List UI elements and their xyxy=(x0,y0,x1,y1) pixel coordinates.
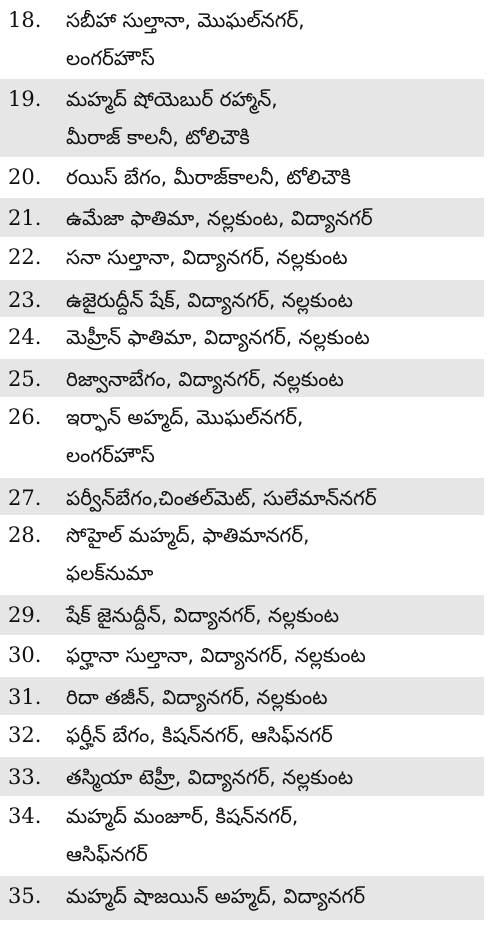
item-text xyxy=(66,281,484,319)
list-item xyxy=(0,397,484,478)
item-number: 20. xyxy=(8,165,42,189)
item-text xyxy=(66,596,484,634)
item-line: రిజ్వానాబేగం, విద్యానగర్, నల్లకుంట xyxy=(66,367,344,391)
item-line: లంగర్‌హౌస్ xyxy=(66,46,155,70)
list-item xyxy=(0,635,484,677)
item-line: సబీహా సుల్తానా, మొఘల్‌నగర్, xyxy=(66,8,305,32)
item-line: రిదా తజీన్, విద్యానగర్, నల్లకుంట xyxy=(66,685,328,709)
list-item xyxy=(0,595,484,635)
item-line: ఆసిఫ్‌నగర్ xyxy=(66,842,148,866)
item-line: ఇర్ఫాన్ అహ్మద్, మొఘల్‌నగర్, xyxy=(66,405,304,429)
item-line: మహ్మద్ షోయెబుర్ రహ్మాన్, xyxy=(66,87,278,111)
list-item xyxy=(0,715,484,757)
list-item xyxy=(0,876,484,920)
item-number: 29. xyxy=(8,603,42,627)
item-line: మీరాజ్ కాలనీ, టోలిచౌకి xyxy=(66,125,250,149)
item-number: 19. xyxy=(8,87,42,111)
item-number: 25. xyxy=(8,367,42,391)
item-text xyxy=(66,636,484,674)
item-line: లంగర్‌హౌస్ xyxy=(66,443,155,467)
list-item xyxy=(0,317,484,359)
item-number: 31. xyxy=(8,685,42,709)
item-line: ఉజైరుద్దీన్ షేక్, విద్యానగర్, నల్లకుంట xyxy=(66,288,353,312)
item-text xyxy=(66,80,484,156)
item-number: 28. xyxy=(8,523,42,547)
item-text xyxy=(66,318,484,356)
item-number: 18. xyxy=(8,8,42,32)
item-number: 27. xyxy=(8,486,42,510)
item-text xyxy=(66,1,484,77)
list-item xyxy=(0,237,484,280)
list-item xyxy=(0,0,484,79)
item-line: షేక్ జైనుద్దీన్, విద్యానగర్, నల్లకుంట xyxy=(66,603,340,627)
item-line: ఫర్హానా సుల్తానా, విద్యానగర్, నల్లకుంట xyxy=(66,643,366,667)
item-text xyxy=(66,797,484,873)
item-line: మహ్మద్ షాజయిన్ అహ్మద్, విద్యానగర్ xyxy=(66,884,366,908)
item-line: మెహ్రీన్ ఫాతిమా, విద్యానగర్, నల్లకుంట xyxy=(66,325,370,349)
item-line: తస్మియా టెహ్రీ, విద్యానగర్, నల్లకుంట xyxy=(66,765,354,789)
item-number: 22. xyxy=(8,245,42,269)
item-text xyxy=(66,360,484,398)
list-item xyxy=(0,757,484,796)
item-number: 30. xyxy=(8,643,42,667)
item-number: 23. xyxy=(8,288,42,312)
item-number: 32. xyxy=(8,723,42,747)
item-line: మహ్మద్ మంజూర్, కిషన్‌నగర్, xyxy=(66,804,299,828)
item-number: 35. xyxy=(8,884,42,908)
item-text xyxy=(66,678,484,716)
list-item xyxy=(0,359,484,397)
list-item xyxy=(0,79,484,157)
list-item xyxy=(0,198,484,237)
item-line: ఉమేజా ఫాతిమా, నల్లకుంట, విద్యానగర్ xyxy=(66,206,373,230)
item-line: ఫర్హీన్ బేగం, కిషన్‌నగర్, ఆసిఫ్‌నగర్ xyxy=(66,723,333,747)
item-line: పర్వీన్‌బేగం,చింతల్‌మెట్, సులేమాన్‌నగర్ xyxy=(66,486,377,510)
item-text xyxy=(66,398,484,474)
item-number: 26. xyxy=(8,405,42,429)
item-text xyxy=(66,716,484,754)
item-text xyxy=(66,479,484,517)
item-line: రయిస్ బేగం, మీరాజ్‌కాలనీ, టోలిచౌకి xyxy=(66,165,351,189)
item-text xyxy=(66,199,484,237)
item-number: 24. xyxy=(8,325,42,349)
list-item xyxy=(0,478,484,515)
item-number: 21. xyxy=(8,206,42,230)
item-text xyxy=(66,758,484,796)
item-number: 34. xyxy=(8,804,42,828)
list-item xyxy=(0,515,484,595)
item-text xyxy=(66,516,484,592)
list-item xyxy=(0,280,484,317)
item-line: ఫలక్‌నుమా xyxy=(66,561,154,585)
list-item xyxy=(0,157,484,198)
item-line: సోహైల్ మహ్మద్, ఫాతిమానగర్, xyxy=(66,523,310,547)
item-text xyxy=(66,158,484,196)
list-item xyxy=(0,796,484,876)
list-item xyxy=(0,677,484,715)
item-number: 33. xyxy=(8,765,42,789)
item-text xyxy=(66,238,484,276)
item-text xyxy=(66,877,484,915)
item-line: సనా సుల్తానా, విద్యానగర్, నల్లకుంట xyxy=(66,245,348,269)
